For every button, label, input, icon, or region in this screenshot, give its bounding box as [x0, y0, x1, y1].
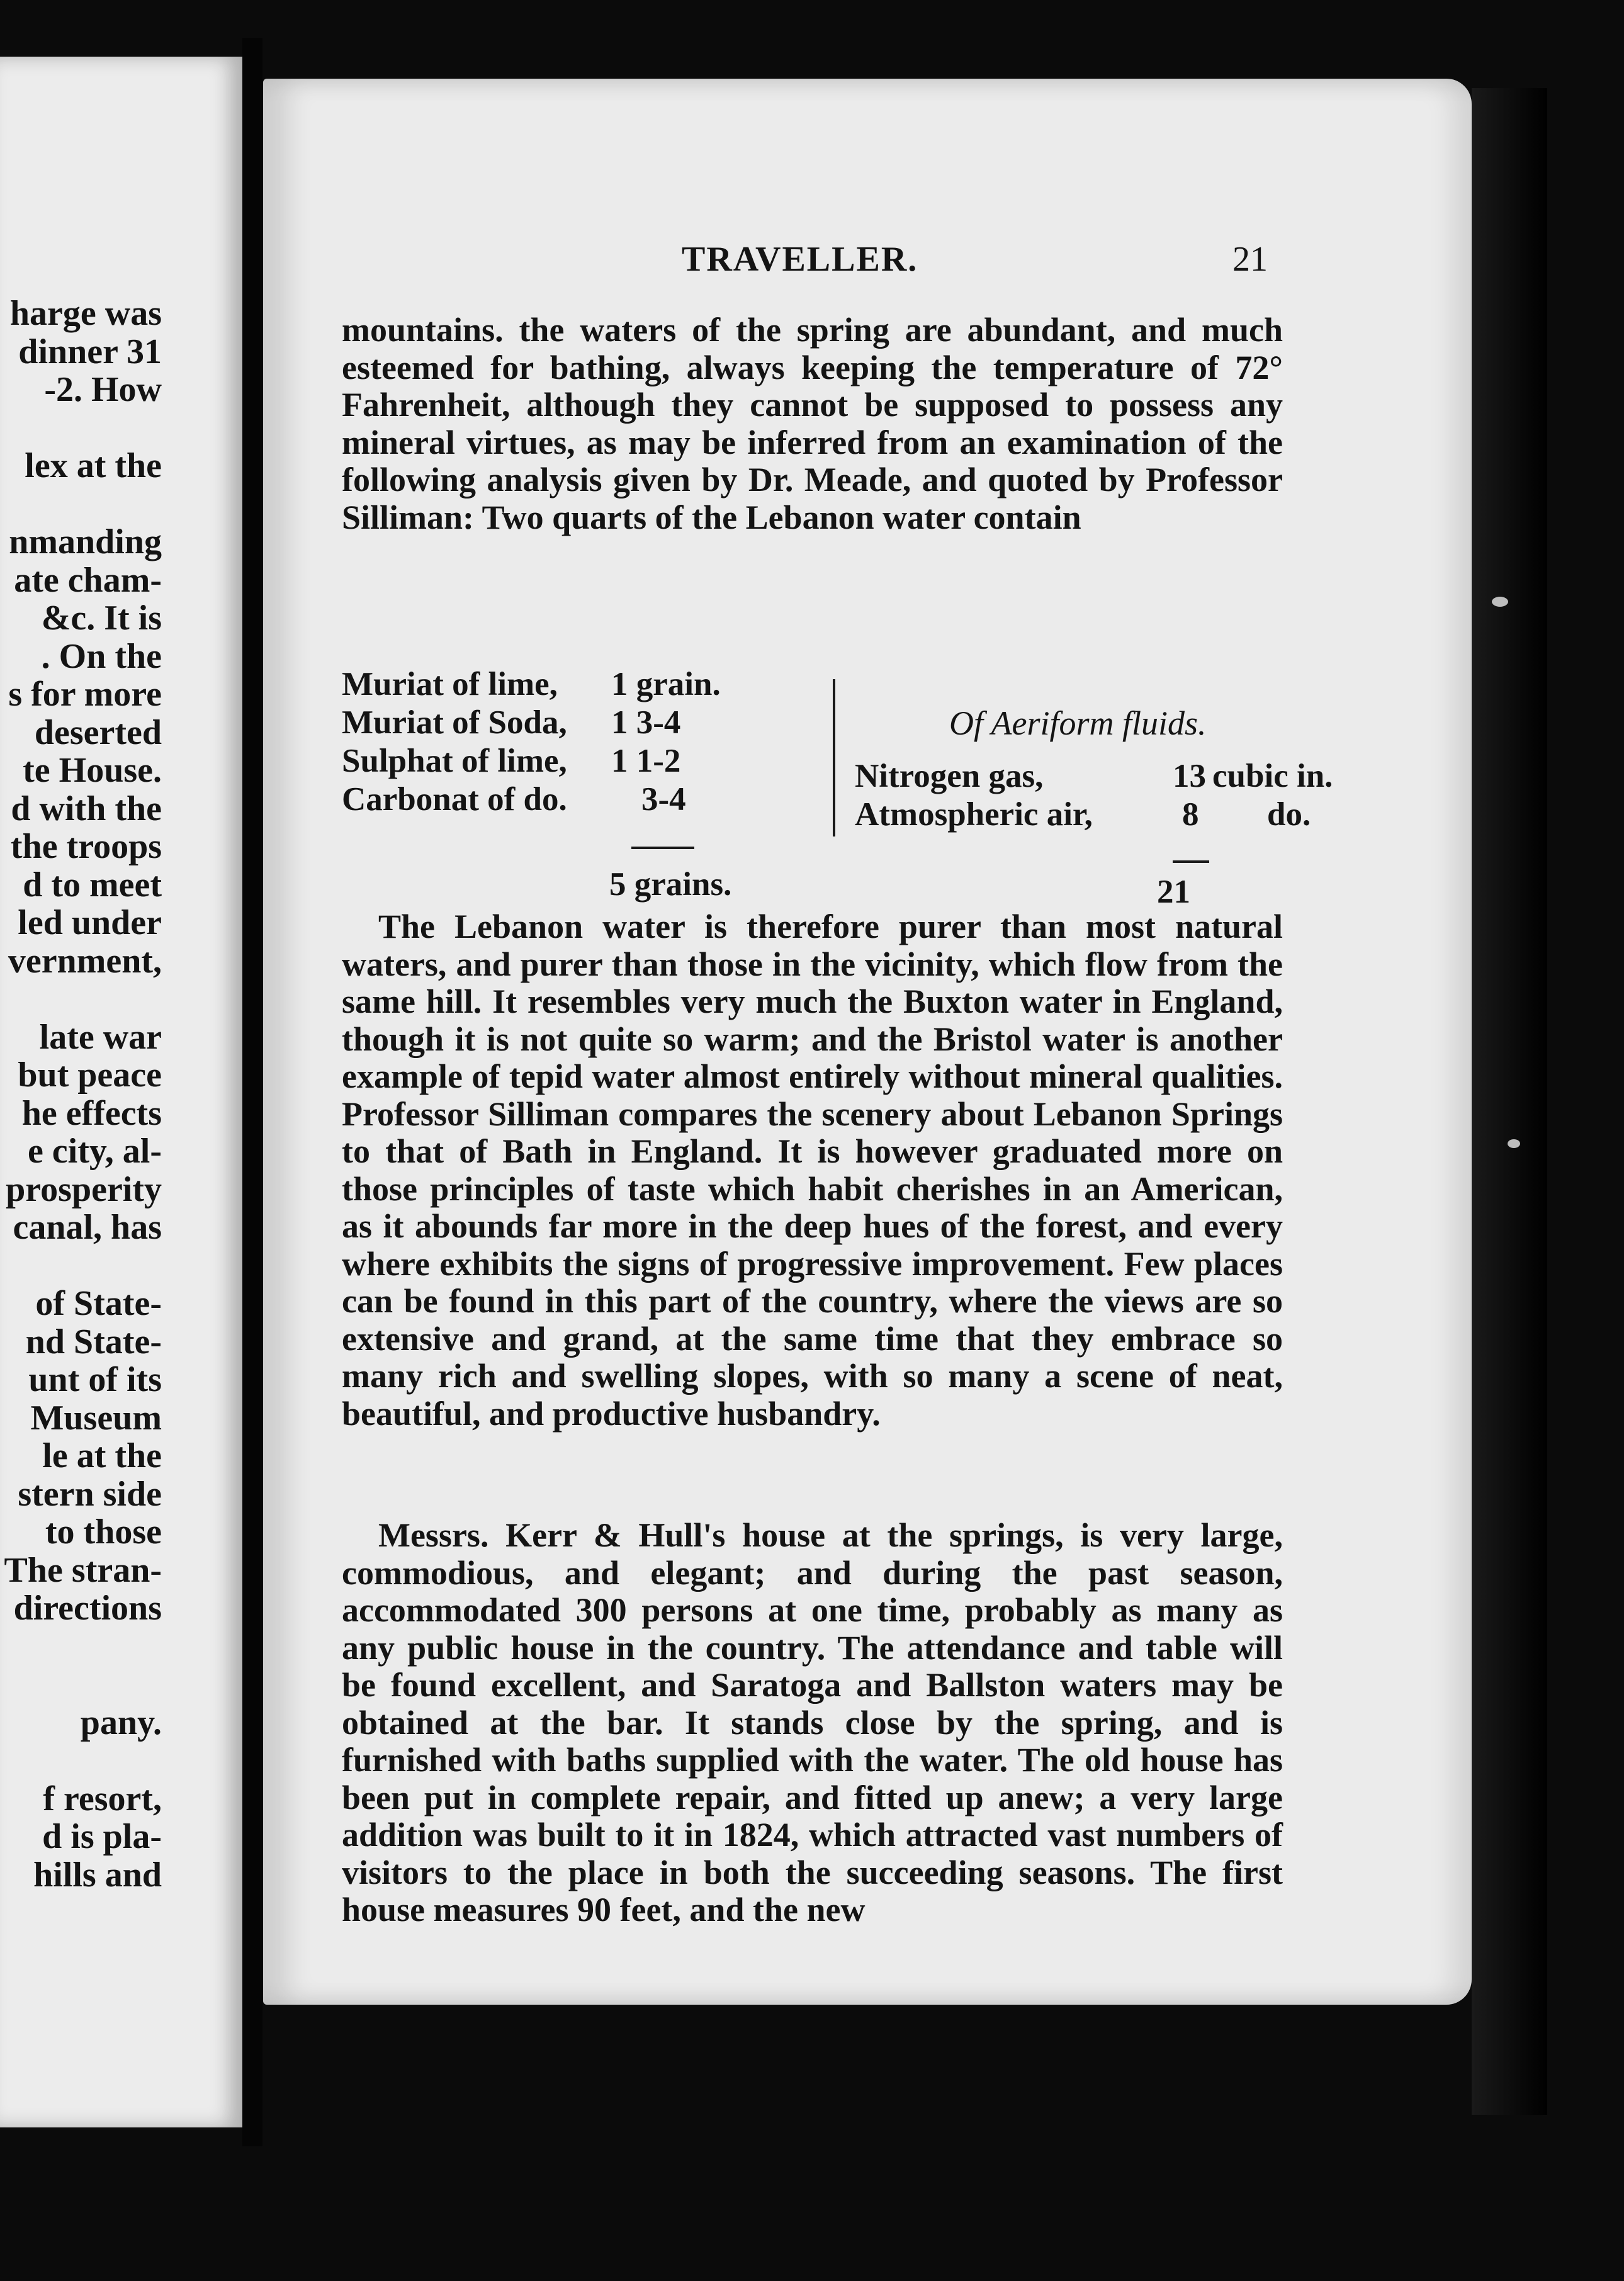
solids-total: 5 grains. [609, 866, 732, 903]
left-line: led under [18, 903, 162, 942]
left-line: deserted [34, 712, 162, 752]
solid-name: Muriat of lime, [342, 666, 558, 702]
left-line: pany. [80, 1703, 162, 1742]
left-line: to those [45, 1512, 162, 1552]
left-line: the troops [10, 827, 162, 866]
left-line: -2. How [44, 370, 162, 409]
left-line: dinner 31 [18, 332, 162, 371]
left-line: le at the [42, 1436, 162, 1475]
page-number: 21 [1232, 240, 1268, 279]
left-line: lex at the [25, 446, 162, 485]
fluid-amount: 8 [1182, 796, 1199, 833]
paragraph-text: The Lebanon water is therefore purer than most natural waters, and purer than those in the vicinity, which flow from the same hill. It resembles very much the Buxton water in England, though it is not quite so warm; and the Bristol water is another example of tepid water almost entirely without mineral qualities. Professor Silliman compares the scenery about Lebanon Springs to that of Bath in England. It is however graduated more on those principles of taste which habit cherishes in an American, as it abounds far more in the deep hues of the forest, and every where exhibits the signs of progressive improvement. Few places can be found in this part of the country, where the views are so extensive and grand, at the same time that they embrace so many rich and swelling slopes, with so many a scene of neat, beautiful, and productive husbandry. [342, 908, 1283, 1433]
solid-row [342, 742, 782, 780]
left-line [0, 980, 242, 1018]
left-line: harge was [9, 294, 162, 333]
left-line [0, 1247, 242, 1285]
left-line: Museum [30, 1398, 162, 1438]
left-line [0, 1665, 242, 1704]
paragraph-1 [342, 312, 1283, 536]
column-divider [833, 679, 835, 836]
page-header [263, 239, 1472, 283]
fluid-amount: 13 [1173, 758, 1206, 794]
page-edge-shadow [1472, 88, 1547, 2115]
left-line [0, 1628, 242, 1666]
solid-quantity: 1 3-4 [611, 704, 681, 741]
left-line [0, 1742, 242, 1780]
fluid-unit: cubic in. [1212, 758, 1333, 794]
solids-sum-rule [631, 847, 694, 849]
solid-name: Sulphat of lime, [342, 743, 567, 779]
solid-quantity: 3-4 [641, 781, 686, 818]
left-line: e city, al- [27, 1132, 162, 1171]
left-line: . On the [41, 636, 162, 676]
water-analysis-table [342, 665, 1333, 910]
left-line: te House. [23, 751, 162, 790]
fluid-name: Nitrogen gas, [855, 758, 1044, 794]
left-line: late war [39, 1017, 162, 1057]
left-line: ate cham- [14, 560, 162, 600]
solids-column [342, 665, 782, 819]
left-line: d to meet [23, 865, 162, 904]
left-line: vernment, [8, 941, 162, 981]
book-gutter [242, 38, 262, 2146]
paragraph-2 [342, 908, 1283, 1433]
fluid-name: Atmospheric air, [855, 796, 1093, 833]
solid-quantity: 1 1-2 [611, 743, 681, 779]
running-head: TRAVELLER. [682, 240, 918, 279]
left-line: stern side [18, 1474, 162, 1514]
solid-row [342, 780, 782, 819]
left-line [0, 485, 242, 524]
left-line: of State- [35, 1284, 162, 1323]
left-line: but peace [18, 1056, 162, 1095]
solid-row [342, 704, 782, 742]
fluid-unit: do. [1267, 796, 1311, 833]
paragraph-3 [342, 1517, 1283, 1929]
solid-name: Carbonat of do. [342, 781, 567, 818]
left-line: hills and [33, 1855, 162, 1895]
paragraph-text: Messrs. Kerr & Hull's house at the springs, is very large, commodious, and elegant; and during the past season, accommodated 300 persons at one time, probably as many as any public house in the country. The attendance and table will be found excellent, and Saratoga and Ballston waters may be obtained at the bar. It stands close by the spring, and is furnished with baths supplied with the water. The old house has been put in complete repair, and fitted up anew; a very large addition was built to it in 1824, which attracted vast numbers of visitors to the place in both the succeeding seasons. The first house measures 90 feet, and the new [342, 1516, 1283, 1929]
dust-speck [1492, 597, 1508, 607]
left-line: d with the [11, 789, 162, 828]
left-line: directions [13, 1589, 162, 1628]
dust-speck [1508, 1139, 1520, 1148]
left-line: he effects [21, 1093, 162, 1133]
solid-row [342, 665, 782, 704]
left-line: nmanding [9, 522, 162, 561]
fluids-total: 21 [1157, 874, 1190, 910]
left-line: f resort, [43, 1779, 162, 1818]
left-line: d is pla- [42, 1817, 162, 1856]
left-line: nd State- [25, 1322, 162, 1361]
left-line: prosperity [6, 1169, 162, 1209]
solid-quantity: 1 grain. [611, 666, 721, 702]
fluids-heading: Of Aeriform fluids. [949, 704, 1207, 742]
left-line: The stran- [4, 1550, 162, 1590]
left-line [0, 409, 242, 448]
left-line: canal, has [13, 1208, 162, 1247]
left-line: unt of its [28, 1360, 162, 1399]
left-line: &c. It is [41, 599, 162, 638]
solid-name: Muriat of Soda, [342, 704, 567, 741]
paragraph-text: mountains. the waters of the spring are abundant, and much esteemed for bathing, always keeping the temperature of 72° Fahrenheit, although they cannot be supposed to possess any mineral virtues, as may be inferred from an examination of the following analysis given by Dr. Meade, and quoted by Professor Silliman: Two quarts of the Lebanon water contain [342, 311, 1283, 536]
left-page-text [0, 295, 242, 1894]
left-line: s for more [8, 675, 162, 714]
right-page [263, 79, 1472, 2005]
fluids-sum-rule [1173, 860, 1209, 863]
left-facing-page [0, 57, 244, 2127]
